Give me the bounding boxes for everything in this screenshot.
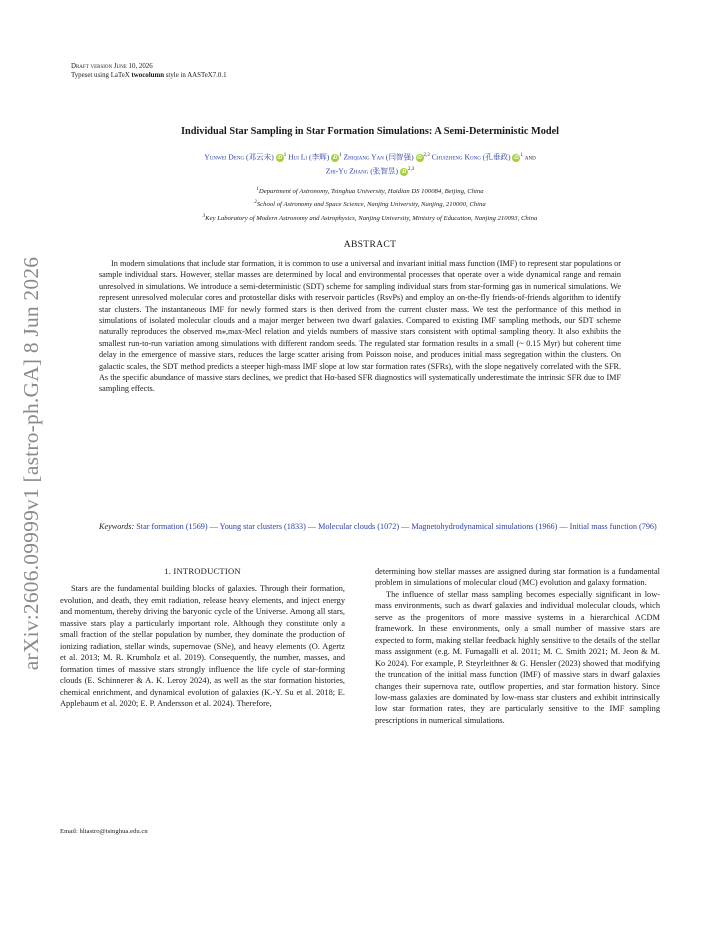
author-affiliation-mark: 1 xyxy=(520,153,523,158)
paper-title: Individual Star Sampling in Star Formation Simulations: A Semi-Deterministic Model xyxy=(180,126,560,137)
draft-version: Draft version June 10, 2026 xyxy=(71,63,153,70)
affiliation-text: Department of Astronomy, Tsinghua University, Haidian DS 100084, Beijing, China xyxy=(258,188,484,196)
author-name[interactable]: Zhi-Yu Zhang (张智昱) xyxy=(325,166,399,176)
intro-paragraph: The influence of stellar mass sampling becomes especially significant in low-mass environments, such as dwarf galaxies and individual molecular clouds, which serve as the progenitors of more massive systems in a hierarchical ΛCDM framework. In these environments, only a small number of massive stars are expected to form, making stellar feedback highly sensitive to the details of the stellar mass assignment (e.g. M. Fumagalli et al. 2011; M. C. Smith 2021; M. Jeon & M. Ko 2024). For example, P. Steyrleithner & G. Hensler (2023) showed that modifying the truncation of the initial mass function (IMF) of massive stars in dwarf galaxies changes their supernova rate, outflow properties, and star formation history. Since low-mass galaxies are dominated by low-mass star clusters and exhibit intrinsically low star formation rates, they are particularly sensitive to the IMF sampling prescriptions in numerical simulations. xyxy=(375,589,660,725)
affiliations xyxy=(90,184,650,224)
author-affiliation-mark: 2,3 xyxy=(407,166,415,172)
orcid-icon[interactable]: iD xyxy=(417,154,422,161)
arxiv-identifier-stamp xyxy=(6,238,58,688)
author-name[interactable]: Chuizheng Kong (孔垂政) xyxy=(431,152,511,162)
typeset-twocolumn: twocolumn xyxy=(131,72,165,80)
affiliation xyxy=(90,211,650,224)
corresponding-email: Email: hliastro@tsinghua.edu.cn xyxy=(60,828,148,835)
draft-header xyxy=(71,62,227,80)
orcid-icon[interactable]: iD xyxy=(401,168,407,175)
author-affiliation-mark: 2,3 xyxy=(423,153,430,158)
author-affiliation-mark: 1 xyxy=(283,153,287,158)
affiliation xyxy=(90,184,650,197)
typeset-line xyxy=(71,71,227,80)
orcid-icon[interactable]: iD xyxy=(332,154,338,161)
latex-logo: LaTeX xyxy=(110,72,130,80)
section-heading-introduction: 1. INTRODUCTION xyxy=(164,566,241,576)
orcid-icon[interactable]: iD xyxy=(277,154,283,161)
keywords-label: Keywords: xyxy=(99,522,135,531)
arxiv-identifier-text: arXiv:2606.09999v1 [astro-ph.GA] 8 Jun 2026 xyxy=(19,256,44,670)
authors-and: and xyxy=(524,152,536,162)
affiliation-number: 1 xyxy=(256,187,259,192)
author-affiliation-mark: 1 xyxy=(339,153,342,158)
keywords xyxy=(99,521,673,532)
abstract-heading: ABSTRACT xyxy=(343,239,397,250)
author-name[interactable]: Hui Li (李辉) xyxy=(288,152,330,162)
affiliation-text: Key Laboratory of Modern Astronomy and Astrophysics, Nanjing University, Ministry of Education, Nanjing 210093, China xyxy=(205,215,538,223)
affiliation xyxy=(90,197,650,210)
affiliation-text: School of Astronomy and Space Science, Nanjing University, Nanjing, 210000, China xyxy=(256,201,486,209)
affiliation-number: 3 xyxy=(202,213,206,219)
left-column xyxy=(60,566,345,709)
keywords-list[interactable]: Star formation (1569) — Young star clusters (1833) — Molecular clouds (1072) — Magnetohydrodynamical simulations (1966) — Initial mass function (796) xyxy=(136,522,657,531)
author-name[interactable]: Yunwei Deng (邓云未) xyxy=(204,152,274,162)
author-list xyxy=(90,150,650,178)
typeset-prefix: Typeset using xyxy=(71,72,111,80)
typeset-suffix: style in AASTeX7.0.1 xyxy=(164,72,227,80)
author-name[interactable]: Zhiqiang Yan (闫智强) xyxy=(343,152,414,162)
abstract-text: In modern simulations that include star formation, it is common to use a universal and invariant initial mass function (IMF) to represent star populations or sample individual stars. However, stellar masses are determined by local and environmental processes that operate over a wide dynamical range and remain unresolved in simulations. We introduce a semi-deterministic (SDT) scheme for sampling individual stars from star-forming gas in numerical simulations. We represent unresolved molecular cores and protostellar disks with reservoir particles (RsvPs) and employ an on-the-fly friends-of-friends algorithm to identify star clusters. The instantaneous IMF for newly formed stars is then derived from the current cluster mass. We test the performance of this method in simulations of isolated molecular clouds and a major merger between two dwarf galaxies. Compared to existing IMF sampling methods, our SDT scheme naturally reproduces the observed m⁎,max-Mecl relation and yields numbers of massive stars consistent with optimal sampling theory. It also exhibits the smallest run-to-run variation among simulations with different random seeds. The regulated star formation results in a small (~ 0.15 Myr) but coherent time delay in the emergence of massive stars, reduces the large scatter arising from Poisson noise, and produces initial mass segregation within the clusters. On galactic scales, the SDT method predicts a steeper high-mass IMF slope at low star formation rates (SFRs), with the slope negatively correlated with the SFR. As the specific abundance of massive stars declines, we predict that Hα-based SFR diagnostics will systematically underestimate the intrinsic SFR due to IMF sampling effects. xyxy=(99,259,621,394)
right-column xyxy=(375,566,660,726)
affiliation-number: 2 xyxy=(254,200,257,206)
orcid-icon[interactable]: iD xyxy=(514,154,519,161)
intro-paragraph-continued: determining how stellar masses are assigned during star formation is a fundamental problem in simulations of molecular cloud (MC) evolution and galaxy formation. xyxy=(375,567,660,588)
intro-paragraph: Stars are the fundamental building blocks of galaxies. Through their formation, evolution, and death, they emit radiation, release heavy elements, and inject energy and momentum, thereby driving the baryonic cycle of the Universe. Among all stars, massive stars play a particularly important role. Although they constitute only a small fraction of the stellar population by number, they dominate the production of ionizing radiation, stellar winds, supernovae (SNe), and heavy elements (O. Agertz et al. 2013; M. R. Krumholz et al. 2019). Consequently, the number, masses, and formation times of massive stars strongly influence the life cycle of star-forming clouds (E. Schinnerer & A. K. Leroy 2024), as well as the star formation histories, chemical enrichment, and dynamical evolution of galaxies (K.-Y. Su et al. 2018; E. Applebaum et al. 2020; E. P. Andersson et al. 2024). Therefore, xyxy=(60,584,345,708)
